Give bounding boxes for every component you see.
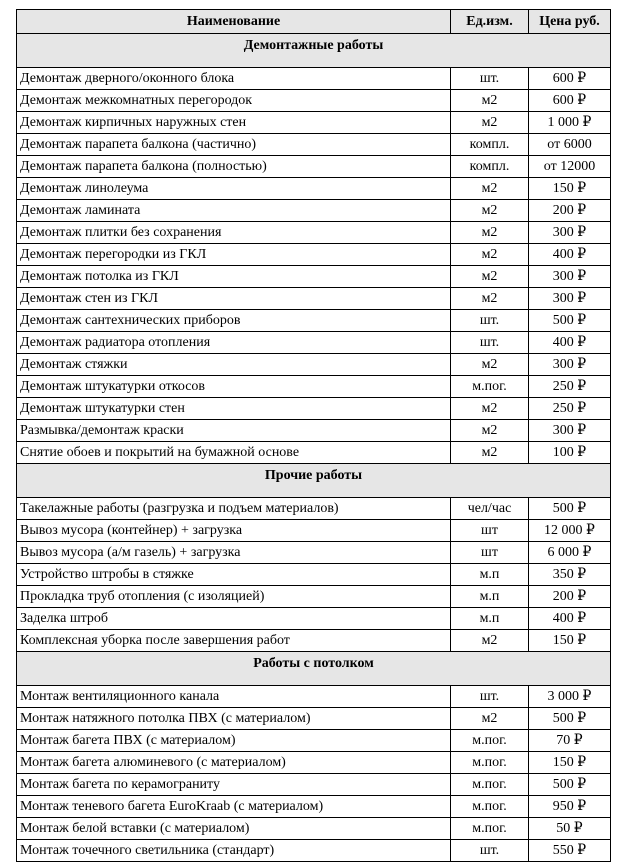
- service-name-cell: Снятие обоев и покрытий на бумажной основе: [17, 442, 451, 464]
- price-list: [16, 9, 611, 862]
- price-cell: 400 ₽: [529, 244, 611, 266]
- table-row: [17, 498, 611, 520]
- table-row: [17, 730, 611, 752]
- price-cell: 12 000 ₽: [529, 520, 611, 542]
- unit-cell: шт: [451, 542, 529, 564]
- price-cell: 300 ₽: [529, 354, 611, 376]
- table-row: [17, 310, 611, 332]
- price-cell: 400 ₽: [529, 332, 611, 354]
- price-cell: 150 ₽: [529, 630, 611, 652]
- price-cell: 3 000 ₽: [529, 686, 611, 708]
- unit-cell: м2: [451, 222, 529, 244]
- table-row: [17, 442, 611, 464]
- table-row: [17, 686, 611, 708]
- unit-cell: шт.: [451, 840, 529, 862]
- price-cell: 350 ₽: [529, 564, 611, 586]
- unit-cell: шт.: [451, 686, 529, 708]
- service-name-cell: Такелажные работы (разгрузка и подъем материалов): [17, 498, 451, 520]
- unit-cell: м2: [451, 178, 529, 200]
- service-name-cell: Монтаж багета алюминевого (с материалом): [17, 752, 451, 774]
- table-row: [17, 332, 611, 354]
- table-row: [17, 630, 611, 652]
- price-cell: 6 000 ₽: [529, 542, 611, 564]
- section-title: Прочие работы: [17, 464, 611, 498]
- table-row: [17, 564, 611, 586]
- table-row: [17, 200, 611, 222]
- service-name-cell: Заделка штроб: [17, 608, 451, 630]
- table-row: [17, 586, 611, 608]
- service-name-cell: Комплексная уборка после завершения работ: [17, 630, 451, 652]
- section-header-row: [17, 652, 611, 686]
- unit-cell: м.пог.: [451, 796, 529, 818]
- unit-cell: компл.: [451, 134, 529, 156]
- unit-cell: м.пог.: [451, 376, 529, 398]
- section-title: Демонтажные работы: [17, 34, 611, 68]
- service-name-cell: Демонтаж штукатурки откосов: [17, 376, 451, 398]
- service-name-cell: Монтаж белой вставки (с материалом): [17, 818, 451, 840]
- column-header-price: Цена руб.: [529, 10, 611, 34]
- column-header-unit: Ед.изм.: [451, 10, 529, 34]
- service-name-cell: Монтаж точечного светильника (стандарт): [17, 840, 451, 862]
- service-name-cell: Демонтаж ламината: [17, 200, 451, 222]
- unit-cell: м2: [451, 200, 529, 222]
- table-row: [17, 244, 611, 266]
- service-name-cell: Демонтаж сантехнических приборов: [17, 310, 451, 332]
- unit-cell: м2: [451, 288, 529, 310]
- service-name-cell: Монтаж натяжного потолка ПВХ (с материалом): [17, 708, 451, 730]
- service-name-cell: Монтаж вентиляционного канала: [17, 686, 451, 708]
- table-row: [17, 818, 611, 840]
- service-name-cell: Монтаж багета ПВХ (с материалом): [17, 730, 451, 752]
- price-cell: 50 ₽: [529, 818, 611, 840]
- price-cell: от 6000: [529, 134, 611, 156]
- unit-cell: чел/час: [451, 498, 529, 520]
- table-row: [17, 354, 611, 376]
- price-cell: 950 ₽: [529, 796, 611, 818]
- price-cell: 70 ₽: [529, 730, 611, 752]
- price-cell: 300 ₽: [529, 288, 611, 310]
- unit-cell: м2: [451, 112, 529, 134]
- unit-cell: компл.: [451, 156, 529, 178]
- unit-cell: шт.: [451, 310, 529, 332]
- price-cell: 300 ₽: [529, 222, 611, 244]
- price-cell: 500 ₽: [529, 498, 611, 520]
- price-cell: 250 ₽: [529, 376, 611, 398]
- price-cell: 250 ₽: [529, 398, 611, 420]
- unit-cell: м.пог.: [451, 818, 529, 840]
- table-row: [17, 68, 611, 90]
- table-header: [17, 10, 611, 34]
- unit-cell: шт: [451, 520, 529, 542]
- section-header-row: [17, 34, 611, 68]
- service-name-cell: Вывоз мусора (контейнер) + загрузка: [17, 520, 451, 542]
- table-row: [17, 520, 611, 542]
- table-row: [17, 840, 611, 862]
- section-title: Работы с потолком: [17, 652, 611, 686]
- service-name-cell: Демонтаж межкомнатных перегородок: [17, 90, 451, 112]
- unit-cell: м.п: [451, 608, 529, 630]
- price-cell: 200 ₽: [529, 200, 611, 222]
- unit-cell: м.пог.: [451, 774, 529, 796]
- unit-cell: м2: [451, 398, 529, 420]
- service-name-cell: Демонтаж перегородки из ГКЛ: [17, 244, 451, 266]
- price-cell: 600 ₽: [529, 68, 611, 90]
- table-row: [17, 112, 611, 134]
- table-row: [17, 288, 611, 310]
- unit-cell: м2: [451, 266, 529, 288]
- unit-cell: м2: [451, 630, 529, 652]
- service-name-cell: Демонтаж стен из ГКЛ: [17, 288, 451, 310]
- service-name-cell: Демонтаж кирпичных наружных стен: [17, 112, 451, 134]
- service-name-cell: Прокладка труб отопления (с изоляцией): [17, 586, 451, 608]
- price-cell: 600 ₽: [529, 90, 611, 112]
- table-row: [17, 178, 611, 200]
- price-table: [16, 9, 611, 862]
- unit-cell: м.п: [451, 564, 529, 586]
- unit-cell: м2: [451, 442, 529, 464]
- price-cell: 550 ₽: [529, 840, 611, 862]
- service-name-cell: Монтаж багета по керамограниту: [17, 774, 451, 796]
- table-row: [17, 774, 611, 796]
- table-row: [17, 376, 611, 398]
- service-name-cell: Демонтаж штукатурки стен: [17, 398, 451, 420]
- service-name-cell: Демонтаж радиатора отопления: [17, 332, 451, 354]
- price-cell: 500 ₽: [529, 774, 611, 796]
- unit-cell: шт.: [451, 68, 529, 90]
- unit-cell: м2: [451, 354, 529, 376]
- price-cell: 100 ₽: [529, 442, 611, 464]
- service-name-cell: Демонтаж плитки без сохранения: [17, 222, 451, 244]
- service-name-cell: Демонтаж потолка из ГКЛ: [17, 266, 451, 288]
- price-cell: 150 ₽: [529, 178, 611, 200]
- service-name-cell: Демонтаж парапета балкона (полностью): [17, 156, 451, 178]
- section-header-row: [17, 464, 611, 498]
- service-name-cell: Устройство штробы в стяжке: [17, 564, 451, 586]
- table-row: [17, 796, 611, 818]
- unit-cell: м2: [451, 244, 529, 266]
- table-row: [17, 222, 611, 244]
- table-row: [17, 542, 611, 564]
- service-name-cell: Вывоз мусора (а/м газель) + загрузка: [17, 542, 451, 564]
- table-row: [17, 708, 611, 730]
- service-name-cell: Демонтаж дверного/оконного блока: [17, 68, 451, 90]
- unit-cell: м2: [451, 90, 529, 112]
- unit-cell: м.п: [451, 586, 529, 608]
- unit-cell: м.пог.: [451, 730, 529, 752]
- table-row: [17, 752, 611, 774]
- table-row: [17, 134, 611, 156]
- table-row: [17, 398, 611, 420]
- price-cell: 300 ₽: [529, 420, 611, 442]
- price-cell: 500 ₽: [529, 708, 611, 730]
- column-header-name: Наименование: [17, 10, 451, 34]
- table-row: [17, 156, 611, 178]
- service-name-cell: Демонтаж линолеума: [17, 178, 451, 200]
- table-row: [17, 266, 611, 288]
- price-cell: 400 ₽: [529, 608, 611, 630]
- table-row: [17, 420, 611, 442]
- service-name-cell: Монтаж теневого багета EuroKraab (с материалом): [17, 796, 451, 818]
- table-row: [17, 608, 611, 630]
- price-cell: 500 ₽: [529, 310, 611, 332]
- table-body: [17, 34, 611, 862]
- service-name-cell: Демонтаж стяжки: [17, 354, 451, 376]
- unit-cell: м2: [451, 708, 529, 730]
- unit-cell: шт.: [451, 332, 529, 354]
- price-cell: 1 000 ₽: [529, 112, 611, 134]
- header-row: [17, 10, 611, 34]
- unit-cell: м.пог.: [451, 752, 529, 774]
- service-name-cell: Демонтаж парапета балкона (частично): [17, 134, 451, 156]
- price-cell: от 12000: [529, 156, 611, 178]
- price-cell: 200 ₽: [529, 586, 611, 608]
- unit-cell: м2: [451, 420, 529, 442]
- service-name-cell: Размывка/демонтаж краски: [17, 420, 451, 442]
- price-cell: 300 ₽: [529, 266, 611, 288]
- table-row: [17, 90, 611, 112]
- price-cell: 150 ₽: [529, 752, 611, 774]
